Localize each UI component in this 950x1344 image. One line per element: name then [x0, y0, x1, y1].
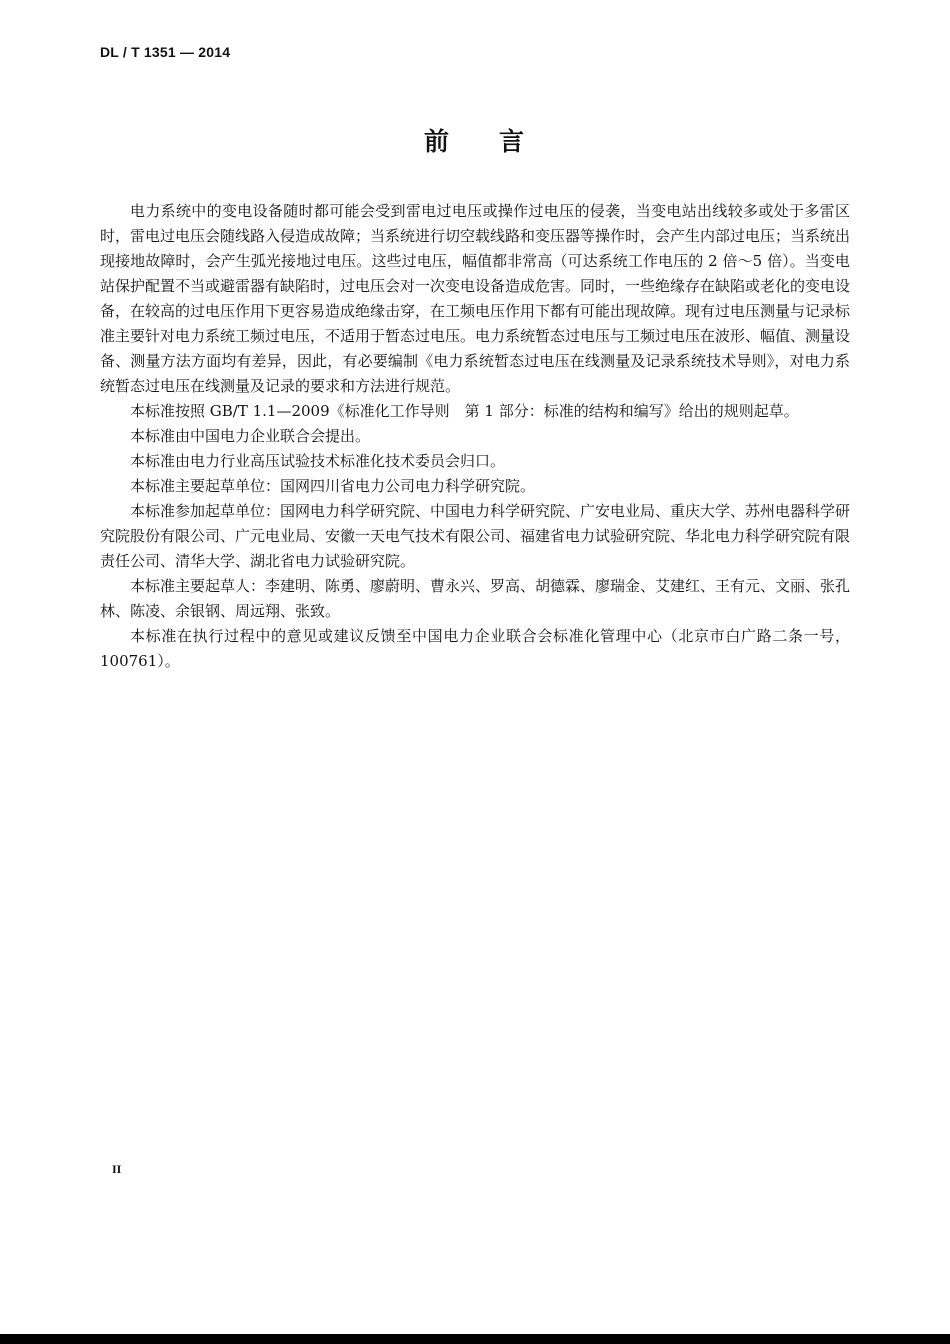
- standard-code: DL / T 1351 — 2014: [100, 44, 231, 60]
- paragraph-main-drafters: 本标准主要起草人：李建明、陈勇、廖蔚明、曹永兴、罗高、胡德霖、廖瑞金、艾建红、王有元、文丽、张孔林、陈凌、余银钢、周远翔、张致。: [100, 577, 851, 620]
- paragraph-main-drafting-unit: 本标准主要起草单位：国网四川省电力公司电力科学研究院。: [130, 477, 536, 495]
- page-title-part2: 言: [499, 127, 527, 156]
- page-title-part1: 前: [423, 127, 451, 156]
- paragraph-technical-committee: 本标准由电力行业高压试验技术标准化技术委员会归口。: [130, 452, 506, 470]
- page-number: II: [112, 1162, 122, 1176]
- paragraph-drafting-rules: 本标准按照 GB/T 1.1—2009《标准化工作导则 第 1 部分：标准的结构和编写》给出的规则起草。: [130, 402, 799, 420]
- page-title: [0, 122, 950, 158]
- foreword-body: [100, 199, 850, 674]
- bottom-border: [0, 1334, 950, 1344]
- paragraph-proposer: 本标准由中国电力企业联合会提出。: [130, 427, 371, 445]
- paragraph-participating-units: 本标准参加起草单位：国网电力科学研究院、中国电力科学研究院、广安电业局、重庆大学、苏州电器科学研究院股份有限公司、广元电业局、安徽一天电气技术有限公司、福建省电力试验研究院、华北电力科学研究院有限责任公司、清华大学、湖北省电力试验研究院。: [100, 502, 851, 570]
- paragraph-feedback: 本标准在执行过程中的意见或建议反馈至中国电力企业联合会标准化管理中心（北京市白广路二条一号，100761）。: [100, 627, 850, 670]
- paragraph-background: 电力系统中的变电设备随时都可能会受到雷电过电压或操作过电压的侵袭，当变电站出线较多或处于多雷区时，雷电过电压会随线路入侵造成故障；当系统进行切空载线路和变压器等操作时，会产生内部过电压；当系统出现接地故障时，会产生弧光接地过电压。这些过电压，幅值都非常高（可达系统工作电压的 2 倍～5 倍）。当变电站保护配置不当或避雷器有缺陷时，过电压会对一次变电设备造成危害。同时，一些绝缘存在缺陷或老化的变电设备，在较高的过电压作用下更容易造成绝缘击穿，在工频电压作用下都有可能出现故障。现有过电压测量与记录标准主要针对电力系统工频过电压，不适用于暂态过电压。电力系统暂态过电压与工频过电压在波形、幅值、测量设备、测量方法方面均有差异，因此，有必要编制《电力系统暂态过电压在线测量及记录系统技术导则》，对电力系统暂态过电压在线测量及记录的要求和方法进行规范。: [100, 202, 851, 395]
